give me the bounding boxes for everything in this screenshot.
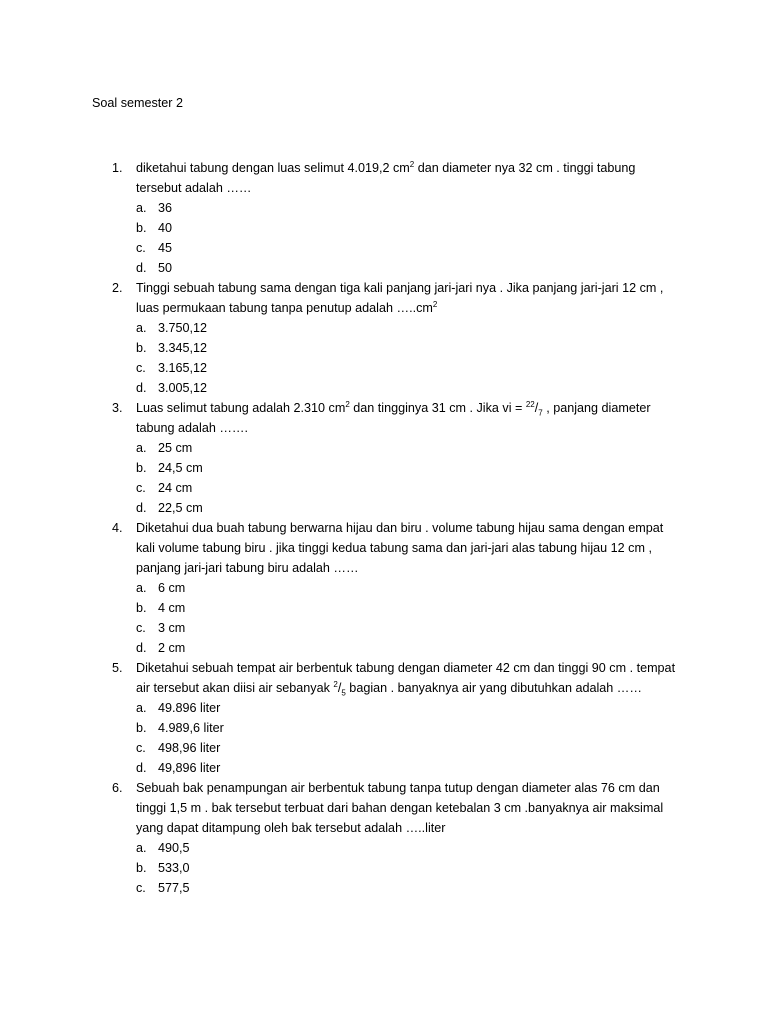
- option-label: b.: [136, 721, 147, 735]
- answer-option: [0, 478, 768, 498]
- option-label: d.: [136, 641, 147, 655]
- option-label: b.: [136, 861, 147, 875]
- option-text: 3.750,12: [158, 321, 208, 335]
- option-label: c.: [136, 241, 146, 255]
- option-label: d.: [136, 501, 147, 515]
- option-text: 6 cm: [158, 581, 186, 595]
- answer-option: [0, 338, 768, 358]
- answer-option: [0, 438, 768, 458]
- question-number: 5.: [112, 661, 123, 675]
- option-text: 50: [158, 261, 173, 275]
- question-2: [0, 278, 768, 398]
- question-number: 1.: [112, 161, 123, 175]
- option-label: c.: [136, 481, 146, 495]
- answer-option: [0, 718, 768, 738]
- question-5: [0, 658, 768, 778]
- question-text: diketahui tabung dengan luas selimut 4.019,2 $cm^2$ dan diameter nya 32 cm . tinggi tabung tersebut adalah ……: [136, 159, 636, 195]
- answer-option: [0, 578, 768, 598]
- question-text: Sebuah bak penampungan air berbentuk tabung tanpa tutup dengan diameter alas 76 cm dan tinggi 1,5 m . bak tersebut terbuat dari bahan dengan ketebalan 3 cm .banyaknya air maksimal yang dapat ditampung oleh bak tersebut adalah …..liter: [136, 781, 664, 835]
- option-text: 2 cm: [158, 641, 186, 655]
- option-text: 22,5 cm: [158, 501, 203, 515]
- question-text: Diketahui sebuah tempat air berbentuk tabung dengan diameter 42 cm dan tinggi 90 cm . tempat air tersebut akan diisi air sebanyak $^2/_5$ bagian . banyaknya air yang dibutuhkan adalah ……: [136, 661, 676, 698]
- option-label: a.: [136, 841, 147, 855]
- option-label: b.: [136, 461, 147, 475]
- answer-options: [0, 698, 768, 778]
- answer-option: [0, 858, 768, 878]
- option-text: 3.345,12: [158, 341, 208, 355]
- question-6: [0, 778, 768, 898]
- answer-option: [0, 598, 768, 618]
- answer-option: [0, 258, 768, 278]
- option-text: 40: [158, 221, 173, 235]
- option-label: c.: [136, 741, 146, 755]
- answer-option: [0, 218, 768, 238]
- option-label: d.: [136, 381, 147, 395]
- question-1: [0, 158, 768, 278]
- answer-option: [0, 498, 768, 518]
- answer-option: [0, 378, 768, 398]
- document-title: Soal semester 2: [92, 96, 183, 110]
- question-4: [0, 518, 768, 658]
- answer-option: [0, 618, 768, 638]
- option-text: 45: [158, 241, 173, 255]
- option-text: 24 cm: [158, 481, 193, 495]
- answer-option: [0, 458, 768, 478]
- option-text: 49,896 liter: [158, 761, 221, 775]
- option-label: b.: [136, 601, 147, 615]
- option-text: 3 cm: [158, 621, 186, 635]
- option-text: 4.989,6 liter: [158, 721, 224, 735]
- option-text: 3.165,12: [158, 361, 208, 375]
- answer-option: [0, 238, 768, 258]
- option-label: b.: [136, 341, 147, 355]
- answer-option: [0, 318, 768, 338]
- question-number: 4.: [112, 521, 123, 535]
- option-label: a.: [136, 201, 147, 215]
- answer-option: [0, 638, 768, 658]
- answer-option: [0, 838, 768, 858]
- option-text: 25 cm: [158, 441, 193, 455]
- question-number: 3.: [112, 401, 123, 415]
- option-text: 533,0: [158, 861, 190, 875]
- question-number: 2.: [112, 281, 123, 295]
- answer-option: [0, 758, 768, 778]
- option-label: b.: [136, 221, 147, 235]
- answer-option: [0, 198, 768, 218]
- option-text: 498,96 liter: [158, 741, 221, 755]
- option-text: 577,5: [158, 881, 190, 895]
- option-label: c.: [136, 361, 146, 375]
- option-text: 490,5: [158, 841, 190, 855]
- option-label: d.: [136, 261, 147, 275]
- option-text: 36: [158, 201, 173, 215]
- question-text: Tinggi sebuah tabung sama dengan tiga kali panjang jari-jari nya . Jika panjang jari-jari 12 cm , luas permukaan tabung tanpa penutup adalah $\dots..cm^2$: [136, 281, 664, 315]
- option-text: 24,5 cm: [158, 461, 203, 475]
- answer-option: [0, 738, 768, 758]
- answer-options: [0, 318, 768, 398]
- answer-options: [0, 838, 768, 898]
- option-label: a.: [136, 321, 147, 335]
- option-label: c.: [136, 881, 146, 895]
- answer-option: [0, 878, 768, 898]
- answer-option: [0, 698, 768, 718]
- option-text: 49.896 liter: [158, 701, 221, 715]
- option-label: a.: [136, 701, 147, 715]
- option-label: a.: [136, 441, 147, 455]
- question-number: 6.: [112, 781, 123, 795]
- answer-options: [0, 198, 768, 278]
- option-label: c.: [136, 621, 146, 635]
- option-label: d.: [136, 761, 147, 775]
- answer-options: [0, 578, 768, 658]
- option-label: a.: [136, 581, 147, 595]
- option-text: 3.005,12: [158, 381, 208, 395]
- question-3: [0, 398, 768, 518]
- answer-option: [0, 358, 768, 378]
- question-text: Diketahui dua buah tabung berwarna hijau dan biru . volume tabung hijau sama dengan empat kali volume tabung biru . jika tinggi kedua tabung sama dan jari-jari alas tabung hijau 12 cm , panjang jari-jari tabung biru adalah ……: [136, 521, 664, 575]
- question-list: [0, 158, 768, 898]
- option-text: 4 cm: [158, 601, 186, 615]
- answer-options: [0, 438, 768, 518]
- question-text: Luas selimut tabung adalah 2.310 $cm^2$ dan tingginya 31 cm . Jika vi = $^{22}/_7$ , panjang diameter tabung adalah …….: [136, 399, 651, 435]
